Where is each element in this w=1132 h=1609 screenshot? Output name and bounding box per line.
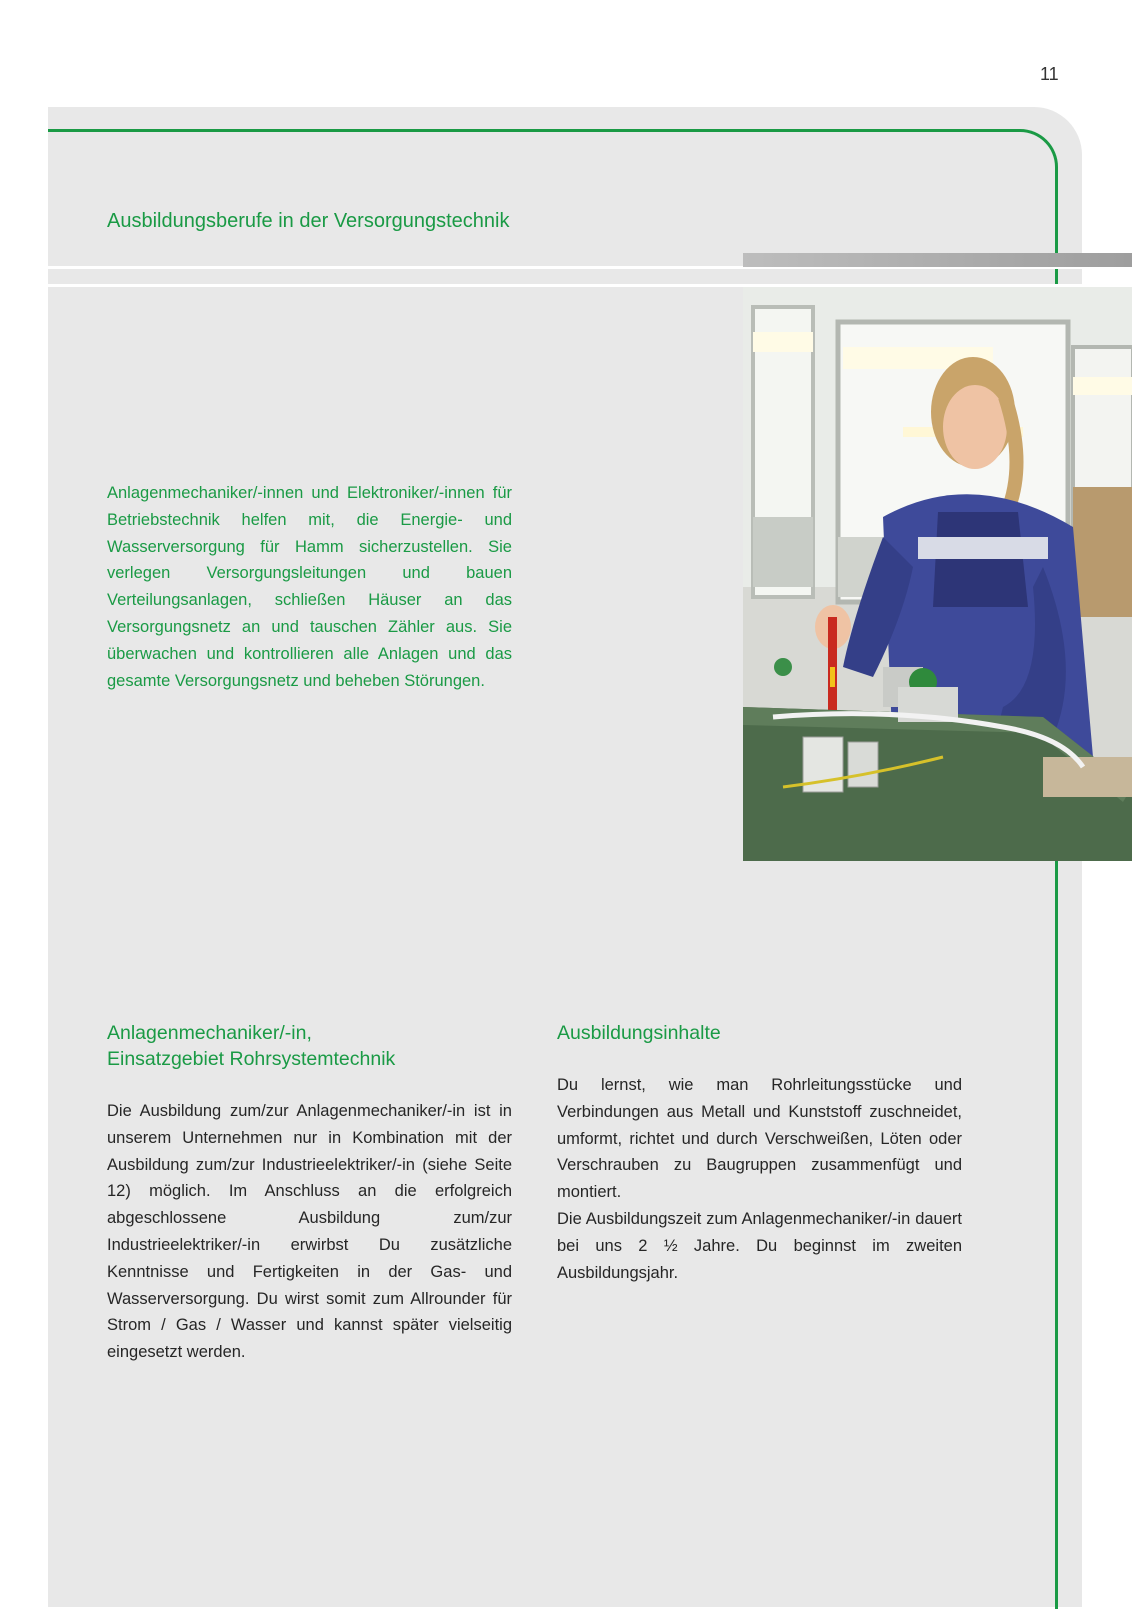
section-heading: Ausbildungsberufe in der Versorgungstechnik — [107, 210, 510, 232]
right-paragraph-1: Du lernst, wie man Rohrleitungsstücke und Verbindungen aus Metall und Kunststoff zuschneidet, umformt, richtet und durch Verschweißen, Löten oder Verschrauben zu Baugruppen zusammenfügt und montiert. — [557, 1076, 962, 1202]
right-column-body — [557, 1072, 962, 1286]
left-heading-line2: Einsatzgebiet Rohrsystemtechnik — [107, 1048, 396, 1070]
photo-top-strip — [743, 253, 1132, 267]
right-column-heading: Ausbildungsinhalte — [557, 1022, 721, 1044]
apprentice-photo — [743, 287, 1132, 861]
right-paragraph-2: Die Ausbildungszeit zum Anlagenmechaniker/-in dauert bei uns 2 ½ Jahre. Du beginnst im zweiten Ausbildungsjahr. — [557, 1209, 962, 1282]
left-heading-line1: Anlagenmechaniker/-in, — [107, 1022, 312, 1044]
page-number: 11 — [1040, 64, 1059, 84]
left-column-heading — [107, 1020, 527, 1072]
left-column-body: Die Ausbildung zum/zur Anlagenmechaniker/-in ist in unserem Unternehmen nur in Kombination mit der Ausbildung zum/zur Industrieelektriker/-in (siehe Seite 12) möglich. Im Anschluss an die erfolgreich abgeschlossene Ausbildung zum/zur Industrieelektriker/-in erwirbst Du zusätzliche Kenntnisse und Fertigkeiten in der Gas- und Wasserversorgung. Du wirst somit zum Allrounder für Strom / Gas / Wasser und kannst später vielseitig eingesetzt werden. — [107, 1102, 512, 1362]
intro-text: Anlagenmechaniker/-innen und Elektroniker/-innen für Betriebstechnik helfen mit, die Energie- und Wasserversorgung für Hamm sicherzustellen. Sie verlegen Versorgungsleitungen und bauen Verteilungsanlagen, schließen Häuser an das Versorgungsnetz an und tauschen Zähler aus. Sie überwachen und kontrollieren alle Anlagen und das gesamte Versorgungsnetz und beheben Störungen. — [107, 484, 512, 690]
